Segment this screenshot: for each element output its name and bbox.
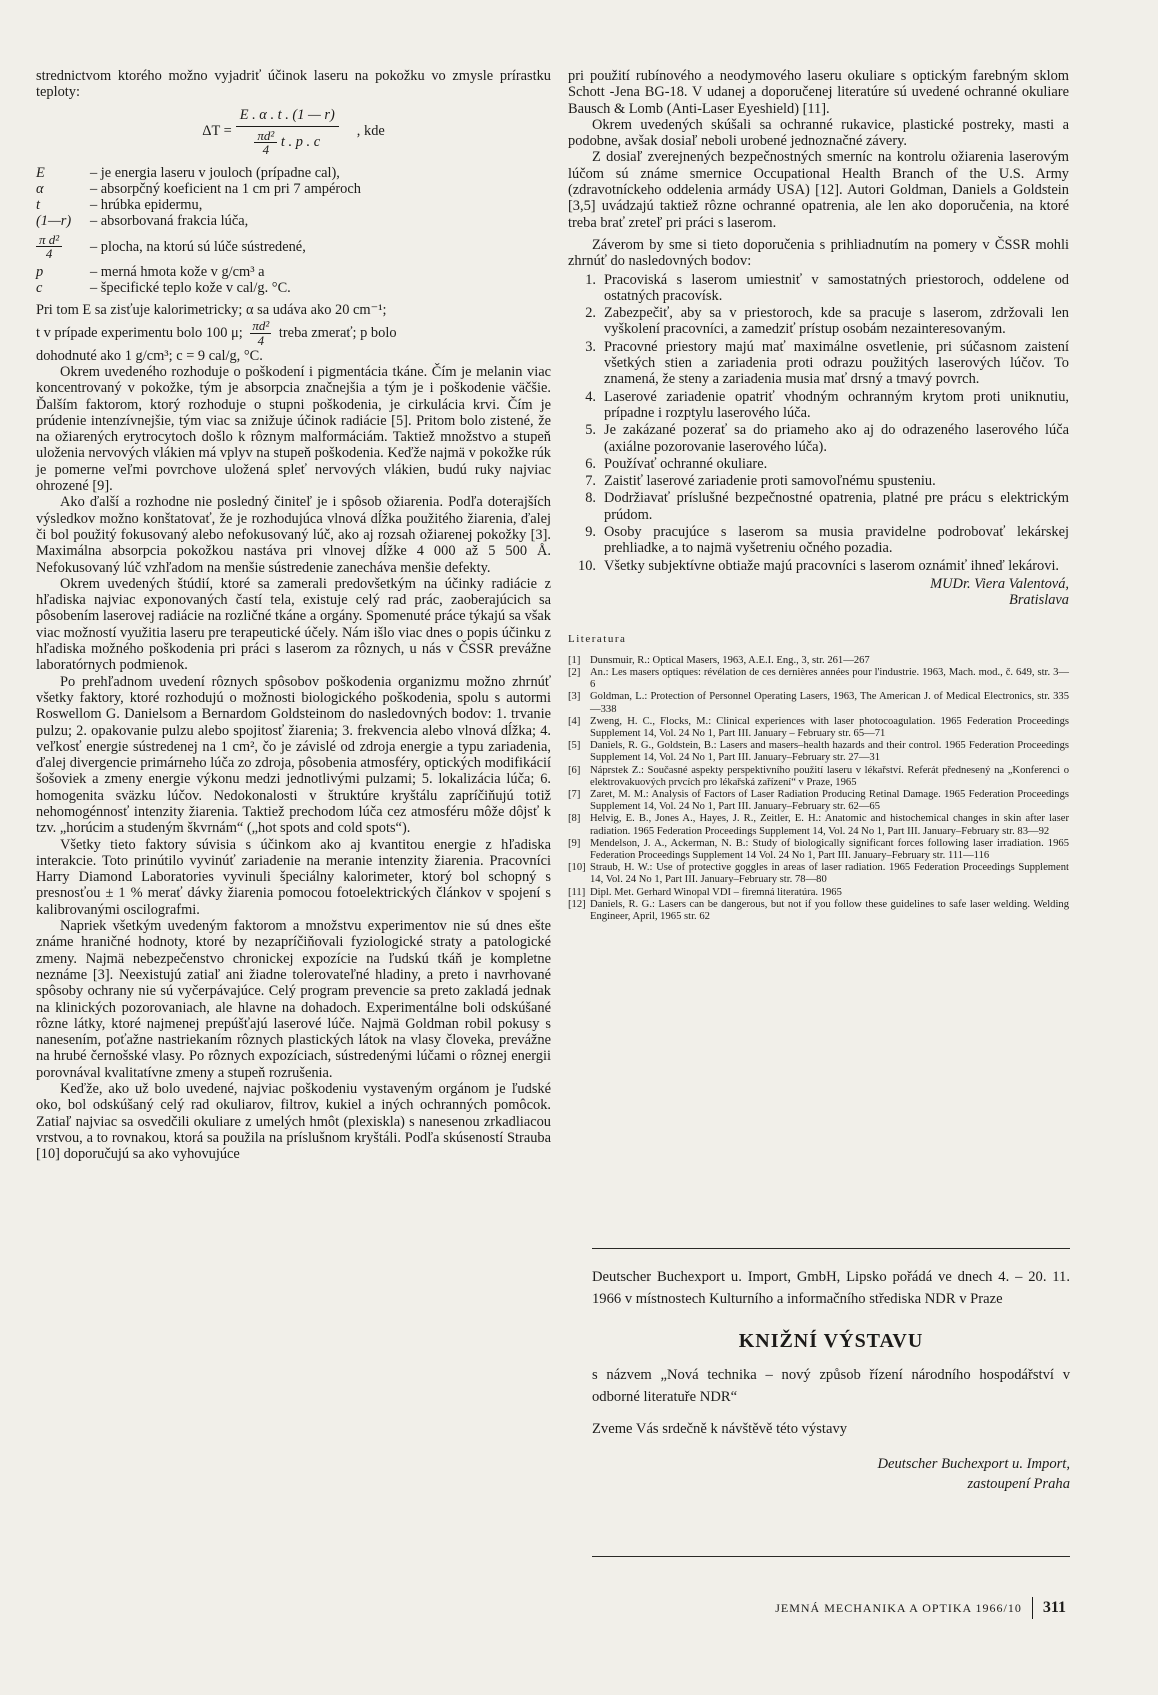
formula-fraction [236, 107, 339, 155]
list-item: 1. Pracoviská s laserom umiestniť v samostatných priestoroch, oddelene od ostatných pracovísk. [585, 271, 1069, 304]
experiment-line: t v prípade experimentu bolo 100 μ; $\frac{\text{πd²}}{4}$ treba zmerať; p bolo [36, 317, 397, 348]
list-item: 2. Zabezpečiť, aby sa v priestoroch, kde sa pracuje s laserom, zdržovali len vyškolení pracovníci, a zamedziť prístup osobám nezainteresovaným. [585, 305, 1069, 338]
list-item: 3. Pracovné priestory majú mať maximálne osvetlenie, pri súčasnom zaistení všetkých stien a zariadenia proti odrazu použitých laserových lúčov. To znamená, že steny a zariadenia musia mať drsný a tmavý povrch. [585, 338, 1069, 388]
page-footer [775, 1597, 1066, 1619]
reference-item: [3] Goldman, L.: Protection of Personnel Operating Lasers, 1963, The American J. of Medical Electronics, str. 335—338 [568, 691, 1069, 715]
reference-item: [2] An.: Les masers optiques: révélation de ces dernières années pour l'industrie. 1963, Mach. mod., č. 649, str. 3—6 [568, 667, 1069, 691]
list-item: 7. Zaistiť laserové zariadenie proti samovoľnému spusteniu. [585, 473, 936, 490]
left-column [36, 68, 551, 1163]
ad-subtitle: s názvem „Nová technika – nový způsob řízení národního hospodářství v odborné literatuře NDR“ [592, 1367, 1070, 1405]
intro-text: strednictvom ktorého možno vyjadriť účinok laseru na pokožku vo zmysle prírastku teploty: [36, 68, 551, 101]
list-item: 8. Dodržiavať príslušné bezpečnostné opatrenia, platné pre prácu s elektrickým prúdom. [585, 490, 1069, 523]
formula-denominator [254, 127, 320, 156]
body-paragraph: Okrem uvedených skúšali sa ochranné rukavice, plastické postreky, masti a podobne, avšak dosiaľ neboli urobené jednoznačné závery. [568, 116, 1069, 150]
list-item: 4. Laserové zariadenie opatriť vhodným ochranným krytom proti uniknutiu, prípadne i rozptylu laserového lúča. [585, 388, 1069, 421]
list-item: 5. Je zakázané pozerať sa do priameho ako aj do odrazeného laserového lúča (axiálne pozorovanie laserového lúča). [585, 422, 1069, 455]
literature-heading: Literatura [568, 632, 627, 645]
ad-signature-line-1: Deutscher Buchexport u. Import, [877, 1456, 1070, 1472]
formula-den-frac-den: 4 [262, 141, 270, 157]
reference-item: [1] Dunsmuir, R.: Optical Masers, 1963, A.E.I. Eng., 3, str. 261—267 [568, 654, 870, 666]
reference-item: [12] Daniels, R. G.: Lasers can be dangerous, but not if you follow these guidelines to safe laser welding. Welding Engineer, April, 1965 str. 62 [568, 898, 1069, 923]
definition-row: c – špecifické teplo kože v cal/g. °C. [36, 280, 291, 297]
reference-item: [10] Straub, H. W.: Use of protective goggles in areas of laser radiation. 1965 Federation Proceedings Supplement 14, Vol. 24 No 1, Part III. January–February str. 78—80 [568, 862, 1069, 886]
book-exhibition-notice [592, 1266, 1070, 1494]
reference-item: [8] Helvig, E. B., Jones A., Hayes, J. R., Zeitler, E. H.: Anatomic and histochemical changes in skin after laser radiation. 1965 Federation Proceedings Supplement 14, Vol. 24 No 1, Part III. January–February str. 83—92 [568, 813, 1069, 837]
right-column [568, 68, 1069, 923]
reference-item: [9] Mendelson, J. A., Ackerman, N. B.: Study of biologically significant forces following laser irradiation. 1965 Federation Proceedings Supplement 14 Vol. 24 No 1, Part III. January–February str. 111—116 [568, 837, 1069, 862]
temperature-formula [36, 103, 551, 161]
calorimetry-line: Pri tom E sa zisťuje kalorimetricky; α sa udáva ako 20 cm⁻¹; [36, 302, 387, 319]
ad-title: KNIŽNÍ VÝSTAVU [738, 1330, 924, 1352]
agreed-values-line: dohodnuté ako 1 g/cm³; c = 9 cal/g, °C. [36, 347, 263, 364]
reference-item: [7] Zaret, M. M.: Analysis of Factors of Laser Radiation Producing Retinal Damage. 1965 Federation Proceedings Supplement 14, Vol. 24 No 1, Part III. January–February str. 62—65 [568, 789, 1069, 813]
reference-item: [11] Dipl. Met. Gerhard Winopal VDI – firemná literatúra. 1965 [568, 886, 842, 898]
ad-bottom-rule [592, 1556, 1070, 1557]
body-paragraph: Okrem uvedených štúdií, ktoré sa zamerali predovšetkým na účinky radiácie z hľadiska najviac exponovaných častí tela, existuje celý rad prác, zaoberajúcich sa pôsobením laserovej radiácie na rozličné tkáne a orgány. Spomenuté práce týkajú sa však viac možností využitia laseru pre terapeutické účely. Nám išlo viac dnes o popis účinku z hľadiska možného poškodenia pri práci s laserom za rôznych, u nás v ČSSR prevážne laboratórnych podmienok. [36, 575, 551, 674]
reference-list [568, 655, 1069, 923]
definition-row: $\frac{\text{π d²}}{4}$ – plocha, na ktorú sú lúče sústredené, [36, 230, 551, 264]
definition-row: (1—r) – absorbovaná frakcia lúča, [36, 213, 249, 230]
body-paragraph: Po prehľadnom uvedení rôznych spôsobov poškodenia organizmu možno zhrnúť všetky faktory, ktoré rozhodujú o možnosti biologického poškodenia, spolu s autormi Roswellom G. Danielsom a Bernardom Goldsteinom do nasledovných bodov: 1. trvanie pulzu; 2. opakovanie pulzu alebo spojitosť žiarenia; 3. frekvencia alebo vlnová dĺžka; 4. veľkosť energie sústredenej na 1 cm², čo je závislé od zdroja energie a typu zariadenia, ďalej divergencie primárneho lúča zo zdroja, pôsobenia atmosféry, optických modifikácií šošoviek a zmeny energie výkonu medzi jednotlivými pulzami; 5. lokalizácia lúča; 6. homogenita sväzku lúčov. Nedokonalosti v štruktúre kryštálu zapríčiňujú totiž nehomogénnosť intenzity žiarenia. Taktiež prechodom lúča cez atmosféru môže dôjsť k tzv. „horúcim a studeným škvrnám“ („hot spots and cold spots“). [36, 673, 551, 837]
formula-den-rest: t . p . c [280, 133, 321, 150]
body-paragraph: pri použití rubínového a neodymového laseru okuliare s optickým farebným sklom Schott -Jena BG-18. V udanej a doporučenej literatúre sú uvedené ochranné okuliare Bausch & Lomb (Anti-Laser Eyeshield) [11]. [568, 68, 1069, 117]
author-city: Bratislava [1009, 592, 1069, 609]
journal-title: JEMNÁ MECHANIKA A OPTIKA 1966/10 [775, 1600, 1022, 1615]
definition-row: t – hrúbka epidermu, [36, 197, 203, 214]
formula-lhs: ΔT = [202, 123, 232, 140]
body-paragraph: Okrem uvedeného rozhoduje o poškodení i pigmentácia tkáne. Čím je melanin viac koncentrovaný v pokožke, tým je absorpcia značnejšia a tým je i poškodenie väčšie. Ďalším faktorom, ktorý rozhoduje o stupni poškodenia, je cirkulácia krvi. Čím je prúdenie intenzívnejšie, tým viac sa znižuje účinok radiácie [5]. Pritom bolo zistené, že na ožiarených erytrocytoch došlo k rôznym malformáciám. Taktiež množstvo a stupeň uloženia nervových vlákien má vplyv na stupeň poškodenia. Keďže najmä v pokožke rúk je pomerne veľmi povrchove uložená spleť nervových vlákien, budú ruky najviac ohrozené [9]. [36, 363, 551, 495]
body-paragraph: Záverom by sme si tieto doporučenia s prihliadnutím na pomery v ČSSR mohli zhrnúť do nasledovných bodov: [568, 236, 1069, 270]
body-paragraph: Z dosiaľ zverejnených bezpečnostných smerníc na kontrolu ožiarenia laserovým lúčom sú známe smernice Occupational Health Branch of the U.S. Army (zdravotníckeho oddelenia armády USA) [12]. Autori Goldman, Daniels a Goldstein [3,5] uvádzajú taktiež rôzne ochranné opatrenia, ale len ako doporučenia, na ktoré treba brať zreteľ pri práci s laserom. [568, 149, 1069, 231]
formula-definitions [36, 165, 551, 297]
definition-row: p – merná hmota kože v g/cm³ a [36, 263, 265, 280]
body-paragraph: Všetky tieto faktory súvisia s účinkom ako aj kvantitou energie z hľadiska interakcie. Toto prinútilo vyvinúť zariadenie na meranie intenzity žiarenia. Pracovníci Harry Diamond Laboratories vyvinuli špeciálny kalorimeter, ktorý bol schopný s presnosťou ± 1 % merať dávky žiarenia pomocou fotoelektrických článkov v spojení s kalibrovanými oscilografmi. [36, 836, 551, 918]
list-item: 6. Používať ochranné okuliare. [585, 455, 768, 472]
formula-numerator: E . α . t . (1 — r) [236, 107, 339, 126]
list-item: 9. Osoby pracujúce s laserom sa musia pravidelne podrobovať lekárskej prehliadke, a to najmä vyšetreniu očného pozadia. [585, 524, 1069, 557]
reference-item: [5] Daniels, R. G., Goldstein, B.: Lasers and masers–health hazards and their control. 1965 Federation Proceedings Supplement 14, Vol. 24 No 1, Part III. January–February str. 27—31 [568, 740, 1069, 764]
ad-top-rule [592, 1248, 1070, 1249]
body-paragraph: Ako ďalší a rozhodne nie posledný činiteľ je i spôsob ožiarenia. Podľa doterajších výsledkov možno konštatovať, že je rozhodujúca vlnová dĺžka použitého žiarenia, ďalej či bol použitý fokusovaný alebo nefokusovaný lúč, ako aj rozsah ožiarenej pokožky [3]. Maximálna absorpcia pokožkou nastáva pri vlnovej dĺžke 4 000 až 5 500 Å. Nefokusovaný lúč vzhľadom na menšie sústredenie zanecháva menšie defekty. [36, 494, 551, 576]
author-name: MUDr. Viera Valentová, [930, 575, 1069, 592]
reference-item: [6] Náprstek Z.: Současné aspekty perspektivního použití laseru v lékařství. Referát přednesený na „Konferenci o elektrovakuových prvcích pro lékařská zařízení“ v Praze, 1965 [568, 764, 1069, 788]
list-item: 10. Všetky subjektívne obtiaže majú pracovníci s laserom oznámiť ihneď lekárovi. [578, 557, 1060, 574]
recommendations-list [568, 272, 1069, 574]
reference-item: [4] Zweng, H. C., Flocks, M.: Clinical experiences with laser photocoagulation. 1965 Federation Proceedings Supplement 14, Vol. 24 No 1, Part III. January – February str. 65—71 [568, 715, 1069, 740]
definition-row: E – je energia laseru v jouloch (prípadne cal), [36, 164, 340, 181]
page-number: 311 [1042, 1599, 1066, 1616]
body-paragraph: Keďže, ako už bolo uvedené, najviac poškodeniu vystaveným orgánom je ľudské oko, bol odskúšaný celý rad okuliarov, filtrov, kukiel a iných ochranných pomôcok. Zatiaľ najviac sa osvedčili okuliare z umelých hmôt (plexiskla) s nanesenou zrkadliacou vrstvou, a to rovnakou, ktorá sa použila na príslušnom kryštáli. Podľa skúseností Strauba [10] doporučujú sa ako vyhovujúce [36, 1081, 551, 1163]
footer-divider [1032, 1597, 1033, 1619]
ad-signature-line-2: zastoupení Praha [967, 1476, 1070, 1492]
body-paragraph: Napriek všetkým uvedeným faktorom a množstvu experimentov nie sú dnes ešte známe hraničné hodnoty, ktoré by nezapríčiňovali fyziologické straty a patologické zmeny. Najmä nebezpečenstvo chronickej expozície na ľudskú tkáň je kompletne neznáme [3]. Neexistujú zatiaľ ani žiadne tolerovateľné hladiny, a preto i navrhované spôsoby ochrany nie sú vyčerpávajúce. Celý program prevencie sa preto zakladá jednak na klinických pozorovaniach, ale hlavne na dohadoch. Experimentálne boli odskúšané rôzne látky, ktoré najmenej prepúšťajú laserové lúče. Najmä Goldman robil pokusy s nanesením, poťažne nastriekaním rôznych plastických látok na vlasy človeka, prevážne na hrubé černošské vlasy. Po rôznych expozíciach, sústredenými lúčami o rôznej energii porovnával kvalitatívne zmeny a stupeň rozrušenia. [36, 918, 551, 1081]
formula-den-frac-num: πd² [254, 129, 277, 143]
definition-row: α – absorpčný koeficient na 1 cm pri 7 ampéroch [36, 180, 361, 197]
ad-intro: Deutscher Buchexport u. Import, GmbH, Lipsko pořádá ve dnech 4. – 20. 11. 1966 v místnostech Kulturního a informačního střediska NDR v Praze [592, 1269, 1070, 1307]
ad-invite: Zveme Vás srdečně k návštěvě této výstavy [592, 1421, 848, 1437]
formula-kde: , kde [356, 123, 385, 140]
